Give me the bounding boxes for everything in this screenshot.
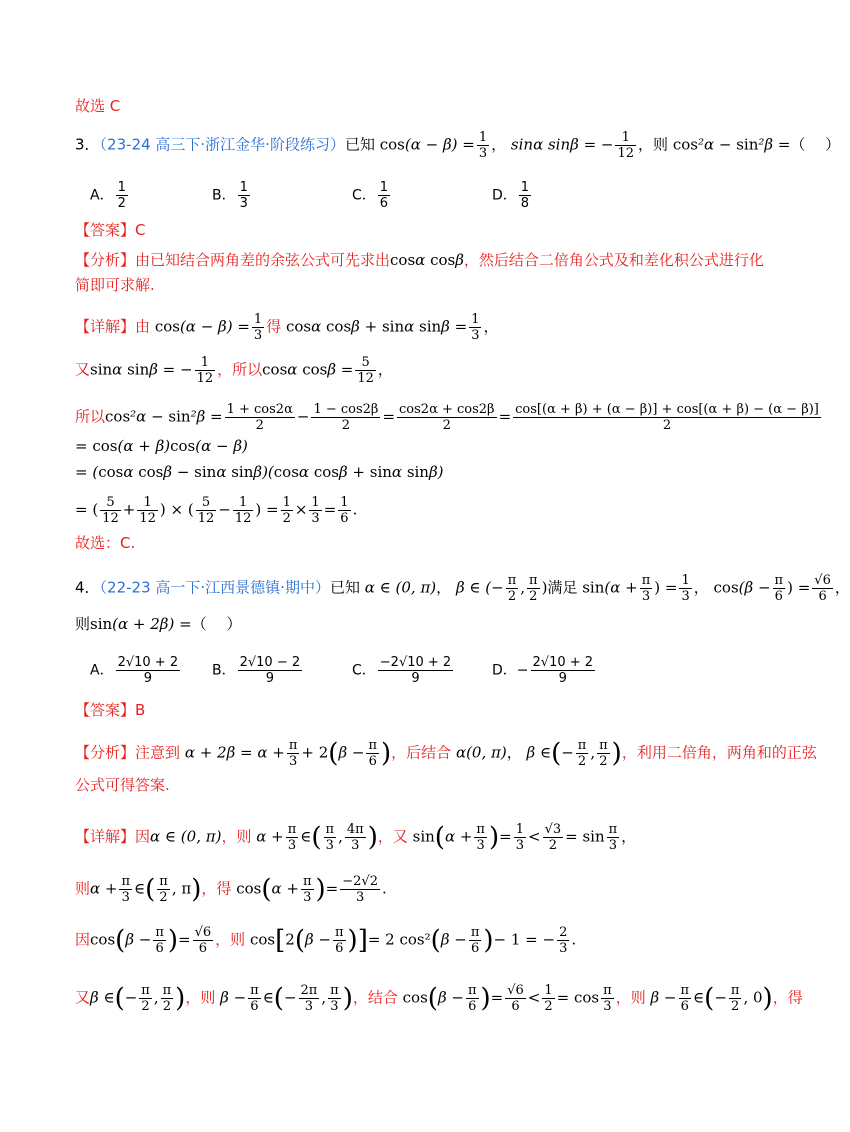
question-source: （23-24 高三下·浙江金华·阶段练习） <box>99 135 345 154</box>
question-3-detail-line-6: = ( $\frac{5}{12}$ + $\frac{1}{12}$ ) × ( $\frac{5}{12}$ − $\frac{1}{12}$ ) = $\frac{1}{2}$ × $\frac{1}{3}$ = $\frac{1}{6}$ . <box>75 495 358 526</box>
question-3-detail-line-4: = cos(α + β)cos(α − β) <box>75 437 248 455</box>
question-3-analysis: 【分析】由已知结合两角差的余弦公式可先求出cosα cosβ，然后结合二倍角公式及和差化积公式进行化 <box>75 251 764 269</box>
question-3-analysis-cont: 简即可求解. <box>75 276 155 294</box>
option-d[interactable]: D．− $\frac{2√10 + 2}{9}$ <box>492 655 594 686</box>
question-3-detail-line-2: 又sinα sinβ = − $\frac{1}{12}$ ，所以cosα cosβ = $\frac{5}{12}$ ， <box>75 355 393 386</box>
option-c[interactable]: C． $\frac{-2√10 + 2}{9}$ <box>352 655 452 686</box>
question-4-analysis: 【分析】注意到 α + 2β = α + $\frac{\pi}{3}$ + 2(β − $\frac{\pi}{6}$ )，后结合 α(0, π)， β ∈(− $\frac{\pi}{2}$ , $\frac{\pi}{2}$ )，利用二倍角，两角和的正弦 <box>75 738 817 769</box>
question-4-detail-line-3: 因cos(β − $\frac{\pi}{6}$ )= $\frac{√6}{6}$ ，则 cos[2(β − $\frac{\pi}{6}$ )]= 2 cos²(β − $\frac{\pi}{6}$ )− 1 = − $\frac{2}{3}$ . <box>75 925 577 956</box>
option-b[interactable]: B． $\frac{2√10 - 2}{9}$ <box>212 655 301 686</box>
question-4-stem-cont: 则sin(α + 2β) =（ ） <box>75 615 242 633</box>
question-4-stem: 4．（22-23 高一下·江西景德镇·期中）已知 α ∈ (0, π)， β ∈ (− $\frac{\pi}{2}$ , $\frac{\pi}{2}$ )满足 sin(α + $\frac{\pi}{3}$ ) = $\frac{1}{3}$ ， cos(β − $\frac{\pi}{6}$ ) = $\frac{√6}{6}$ ， <box>75 573 850 604</box>
question-number: 3． <box>75 135 100 154</box>
question-3-conclusion: 故选：C. <box>75 534 136 552</box>
question-4-detail-line-1: 【详解】因α ∈ (0, π)，则 α + $\frac{\pi}{3}$ ∈( $\frac{\pi}{3}$ , $\frac{4\pi}{3}$ )，又 sin(α + $\frac{\pi}{3}$ )= $\frac{1}{3}$ < $\frac{√3}{2}$ = sin $\frac{\pi}{3}$ ， <box>75 822 637 853</box>
question-source: （22-23 高一下·江西景德镇·期中） <box>99 578 330 597</box>
option-d[interactable]: D． $\frac{1}{8}$ <box>492 180 530 211</box>
question-4-detail-line-2: 则α + $\frac{\pi}{3}$ ∈( $\frac{\pi}{2}$ , π)，得 cos(α + $\frac{\pi}{3}$ )= $\frac{-2√2}{3}$ . <box>75 874 387 905</box>
question-3-answer: 【答案】C <box>75 221 146 239</box>
option-a[interactable]: A． $\frac{1}{2}$ <box>90 180 126 211</box>
question-3-detail-line-1: 【详解】由 cos(α − β) = $\frac{1}{3}$ 得 cosα cosβ + sinα sinβ = $\frac{1}{3}$ ， <box>75 312 499 343</box>
option-b[interactable]: B． $\frac{1}{3}$ <box>212 180 248 211</box>
question-number: 4． <box>75 578 100 597</box>
question-4-answer: 【答案】B <box>75 701 146 719</box>
question-4-detail-line-4: 又β ∈(− $\frac{\pi}{2}$ , $\frac{\pi}{2}$ )，则 β − $\frac{\pi}{6}$ ∈(− $\frac{2\pi}{3}$ , $\frac{\pi}{3}$ )，结合 cos(β − $\frac{\pi}{6}$ )= $\frac{√6}{6}$ < $\frac{1}{2}$ = cos $\frac{\pi}{3}$ ，则 β − $\frac{\pi}{6}$ ∈(− $\frac{\pi}{2}$ , 0)，得 <box>75 983 803 1014</box>
question-3-stem: 3．（23-24 高三下·浙江金华·阶段练习）已知 cos(α − β) = $\frac{1}{3}$ ， sinα sinβ = − $\frac{1}{12}$ ，则 cos²α − sin²β =（ ） <box>75 130 841 161</box>
previous-conclusion: 故选 C <box>75 97 121 115</box>
option-c[interactable]: C． $\frac{1}{6}$ <box>352 180 389 211</box>
question-3-detail-line-5: = (cosα cosβ − sinα sinβ)(cosα cosβ + sinα sinβ) <box>75 463 444 481</box>
question-3-detail-line-3: 所以cos²α − sin²β = $\frac{1 + \cos 2\alpha}{2}$ − $\frac{1 - \cos 2\beta}{2}$ = $\frac{\cos 2\alpha + \cos 2\beta}{2}$ = $\frac{\cos[(\alpha + \beta) + (\alpha - \beta)] + \cos[(\alpha + \beta) - (\alpha - \beta)]}{2}$ <box>75 402 819 433</box>
question-4-analysis-cont: 公式可得答案. <box>75 776 170 794</box>
option-a[interactable]: A． $\frac{2√10 + 2}{9}$ <box>90 655 179 686</box>
